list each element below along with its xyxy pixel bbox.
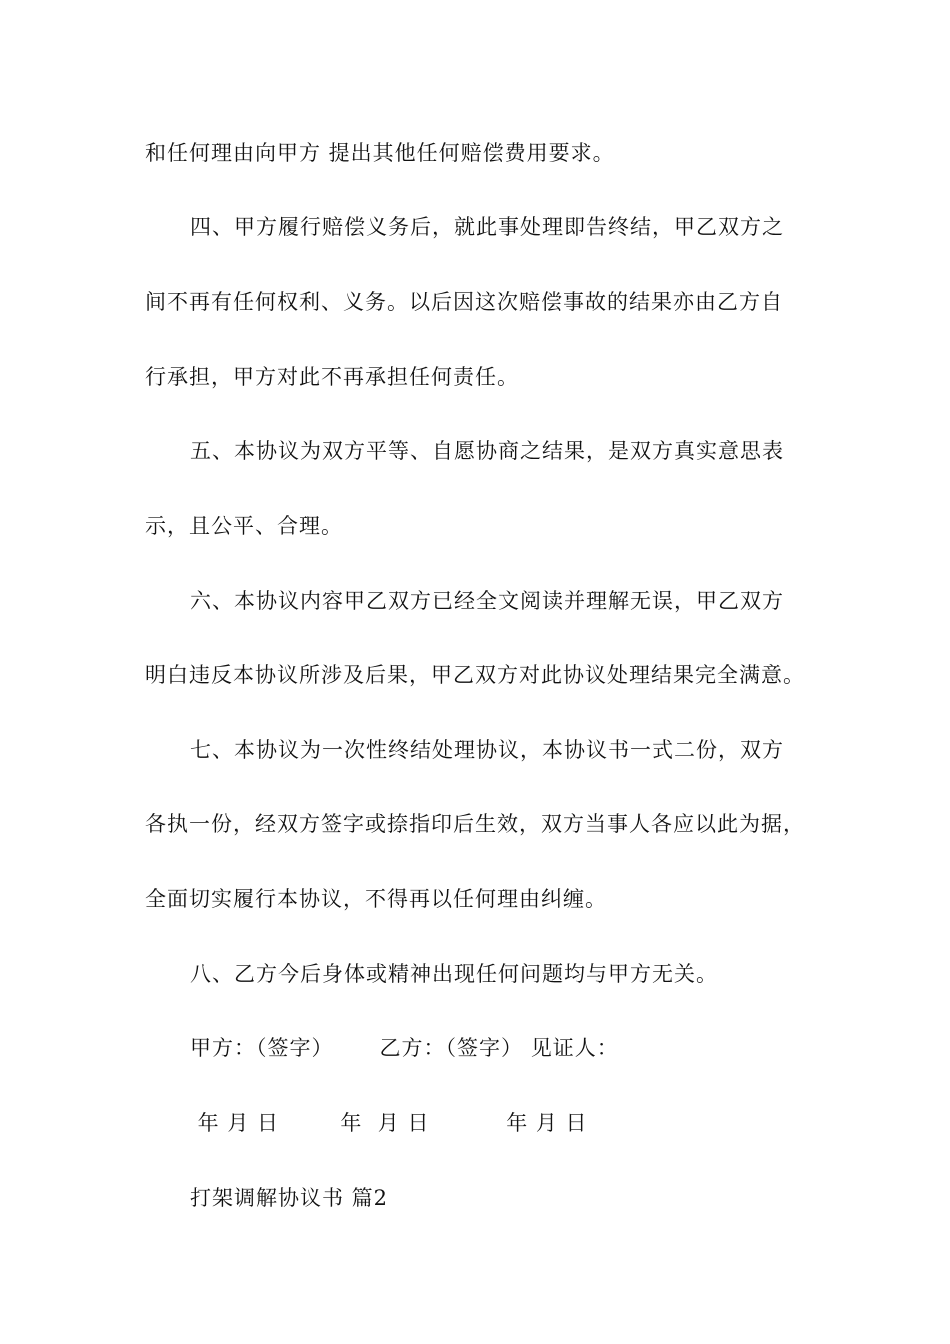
clause-7-line-1: 七、本协议为一次性终结处理协议，本协议书一式二份，双方 <box>190 738 784 762</box>
clause-6-line-1: 六、本协议内容甲乙双方已经全文阅读并理解无误，甲乙双方 <box>190 589 784 613</box>
clause-4-line-2: 间不再有任何权利、义务。以后因这次赔偿事故的结果亦由乙方自 <box>145 290 783 314</box>
clause-4-line-1: 四、甲方履行赔偿义务后，就此事处理即告终结，甲乙双方之 <box>190 215 784 239</box>
section-heading: 打架调解协议书 篇2 <box>190 1186 389 1210</box>
clause-6-line-2: 明白违反本协议所涉及后果，甲乙双方对此协议处理结果完全满意。 <box>145 663 805 687</box>
clause-8-line-1: 八、乙方今后身体或精神出现任何问题均与甲方无关。 <box>190 962 718 986</box>
clause-7-line-3: 全面切实履行本协议，不得再以任何理由纠缠。 <box>145 887 607 911</box>
date-line: 年 月 日 年 月 日 年 月 日 <box>190 1111 588 1135</box>
clause-7-line-2: 各执一份，经双方签字或捺指印后生效，双方当事人各应以此为据， <box>145 812 805 836</box>
clause-5-line-2: 示，且公平、合理。 <box>145 514 343 538</box>
clause-5-line-1: 五、本协议为双方平等、自愿协商之结果，是双方真实意思表 <box>190 439 784 463</box>
paragraph-3-continuation: 和任何理由向甲方 提出其他任何赔偿费用要求。 <box>145 141 615 165</box>
clause-4-line-3: 行承担，甲方对此不再承担任何责任。 <box>145 365 519 389</box>
signature-line: 甲方：（签字） 乙方：（签字） 见证人： <box>190 1036 619 1060</box>
